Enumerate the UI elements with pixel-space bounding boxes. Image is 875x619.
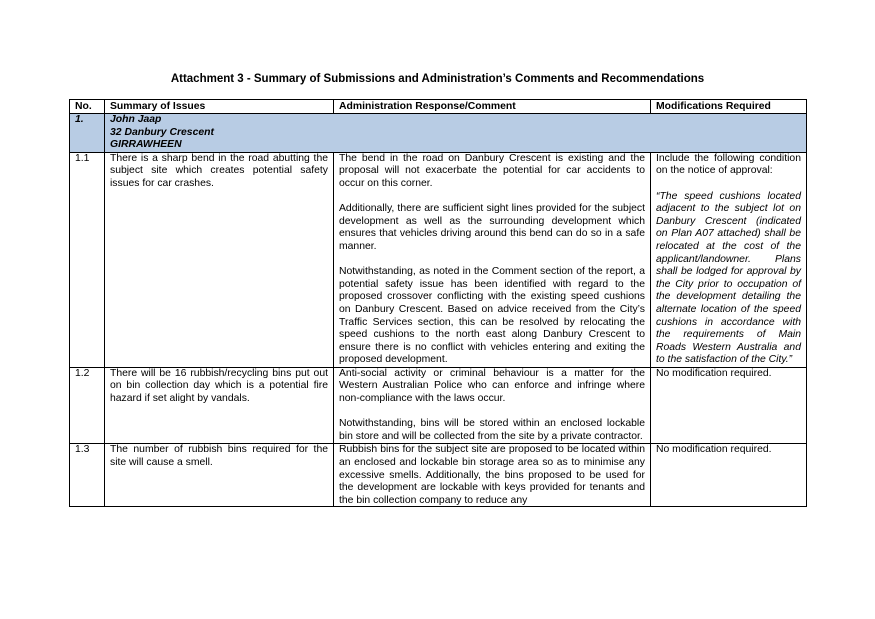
modification-paragraph: Include the following condition on the notice of approval: bbox=[656, 152, 801, 177]
table-row bbox=[70, 367, 807, 444]
response-paragraph: The bend in the road on Danbury Crescent is existing and the proposal will not exacerbate the potential for car accidents to occur on this corner. bbox=[339, 152, 645, 189]
table-row bbox=[70, 444, 807, 507]
row-issue: The number of rubbish bins required for the site will cause a smell. bbox=[105, 444, 334, 507]
row-modification: No modification required. bbox=[651, 444, 807, 507]
table-row bbox=[70, 152, 807, 367]
header-modifications: Modifications Required bbox=[651, 100, 807, 114]
submissions-table bbox=[69, 99, 807, 507]
row-response bbox=[334, 152, 651, 367]
submitter-address: 32 Danbury Crescent bbox=[110, 126, 214, 138]
response-paragraph: Additionally, there are sufficient sight lines provided for the subject development as well as the surrounding development which ensures that vehicles driving around this bend can do so in a safe manner. bbox=[339, 203, 645, 252]
row-modification: No modification required. bbox=[651, 367, 807, 444]
response-paragraph: Notwithstanding, bins will be stored within an enclosed lockable bin store and will be collected from the site by a private contractor. bbox=[339, 418, 645, 442]
submitter-name: John Jaap bbox=[110, 114, 162, 125]
row-number: 1.3 bbox=[70, 444, 105, 507]
row-issue: There will be 16 rubbish/recycling bins put out on bin collection day which is a potential fire hazard if set alight by vandals. bbox=[105, 367, 334, 444]
header-response: Administration Response/Comment bbox=[334, 100, 651, 114]
row-response bbox=[334, 367, 651, 444]
row-response bbox=[334, 444, 651, 507]
row-modification bbox=[651, 152, 807, 367]
response-paragraph: Rubbish bins for the subject site are proposed to be located within an enclosed and lockable bin storage area so as to minimise any excessive smells. Additionally, the bins proposed to be used for the development are lockable with keys provided for tenants and the bin collection company to reduce any bbox=[339, 444, 645, 506]
submitter-suburb: GIRRAWHEEN bbox=[110, 139, 182, 151]
row-number: 1.2 bbox=[70, 367, 105, 444]
page-title: Attachment 3 - Summary of Submissions and Administration’s Comments and Recommendations bbox=[170, 73, 705, 85]
response-paragraph: Notwithstanding, as noted in the Comment section of the report, a potential safety issue has been identified with regard to the proposed crossover conflicting with the existing speed cushions on Danbury Crescent. Based on advice received from the City’s Traffic Services section, this can be resolved by relocating the speed cushions to the north east along Danbury Crescent to ensure there is no conflict with vehicles entering and exiting the proposed development. bbox=[339, 266, 645, 366]
response-paragraph: Anti-social activity or criminal behaviour is a matter for the Western Australian Police who can enforce and infringe where non-compliance with the laws occur. bbox=[339, 367, 645, 405]
row-issue: There is a sharp bend in the road abutting the subject site which creates potential safety issues for car crashes. bbox=[105, 152, 334, 367]
header-no: No. bbox=[70, 100, 105, 114]
submitter-details bbox=[105, 114, 807, 153]
header-summary: Summary of Issues bbox=[105, 100, 334, 114]
header-row bbox=[70, 100, 807, 114]
submitter-number: 1. bbox=[70, 114, 105, 153]
submitter-row bbox=[70, 114, 807, 153]
row-number: 1.1 bbox=[70, 152, 105, 367]
modification-condition: “The speed cushions located adjacent to the subject lot on Danbury Crescent (indicated on Plan A07 attached) shall be relocated at the cost of the applicant/landowner. Plans shall be lodged for approval by the City prior to occupation of the development detailing the alternate location of the speed cushions in accordance with the requirements of Main Roads Western Australia and to the satisfaction of the City.” bbox=[656, 190, 801, 366]
